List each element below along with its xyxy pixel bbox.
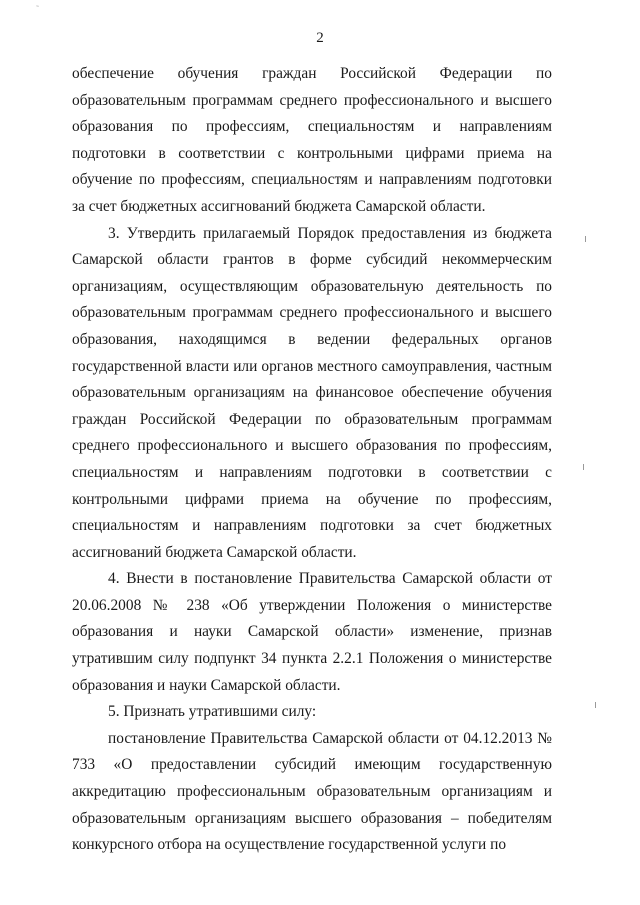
- scan-corner-mark: ˜: [36, 4, 39, 14]
- paragraph-item-3: 3. Утвердить прилагаемый Порядок предоставления из бюджета Самарской области грантов в форме субсидий некоммерческим организациям, осуществляющим образовательную деятельность по образовательным программам среднего профессионального и высшего образования, находящимся в ведении федеральных органов государственной власти или органов местного самоуправления, частным образовательным организациям на финансовое обеспечение обучения граждан Российской Федерации по образовательным программам среднего профессионального и высшего образования по профессиям, специальностям и направлениям подготовки в соответствии с контрольными цифрами приема на обучение по профессиям, специальностям и направлениям подготовки за счет бюджетных ассигнований бюджета Самарской области.: [72, 224, 552, 561]
- page-number: 2: [316, 30, 324, 46]
- paragraph-item-5-decree: постановление Правительства Самарской области от 04.12.2013 № 733 «О предоставлении субсидий имеющим государственную аккредитацию профессиональным образовательным организациям и образовательным организациям высшего образования – победителям конкурсного отбора на осуществление государственной услуги по: [72, 729, 552, 854]
- paragraph-item-4: 4. Внести в постановление Правительства Самарской области от 20.06.2008 № 238 «Об утверждении Положения о министерстве образования и науки Самарской области» изменение, признав утратившим силу подпункт 34 пункта 2.2.1 Положения о министерстве образования и науки Самарской области.: [72, 570, 552, 694]
- paragraph-item-5: 5. Признать утратившими силу:: [108, 703, 317, 721]
- document-body: [72, 61, 552, 859]
- paragraph-continuation: обеспечение обучения граждан Российской Федерации по образовательным программам среднего профессионального и высшего образования по профессиям, специальностям и направлениям подготовки в соответствии с контрольными цифрами приема на обучение по профессиям, специальностям и направлениям подготовки за счет бюджетных ассигнований бюджета Самарской области.: [72, 65, 552, 215]
- scan-margin-mark: [585, 236, 586, 242]
- scan-margin-mark: [595, 702, 596, 708]
- scan-margin-mark: [583, 464, 584, 470]
